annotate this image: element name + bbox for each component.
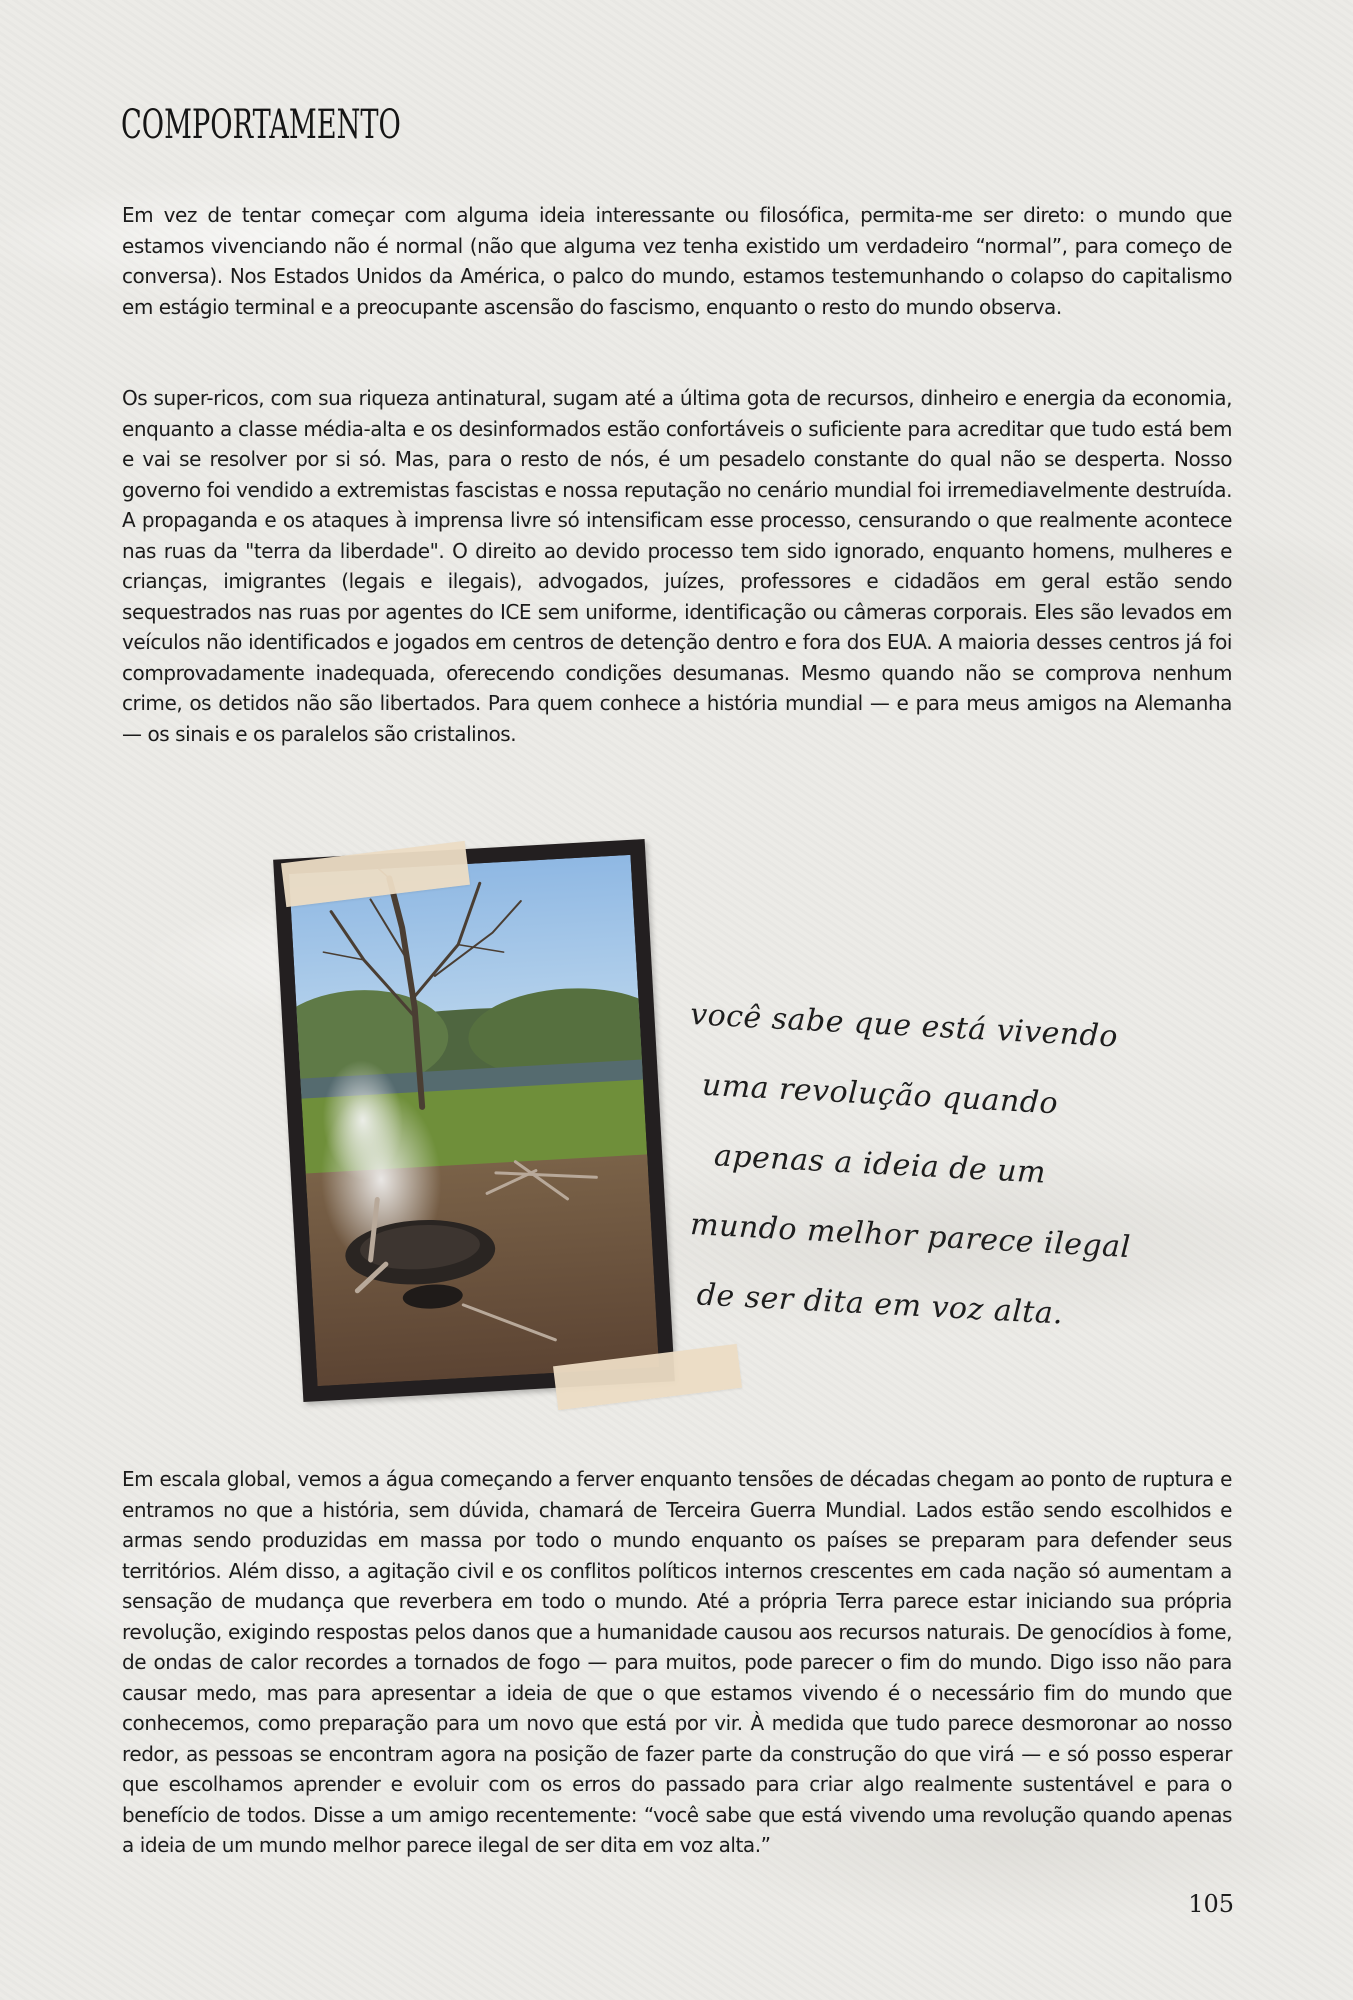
body-paragraph-2: Os super-ricos, com sua riqueza antinatural, sugam até a última gota de recursos, dinheiro e energia da economia, enquanto a classe média-alta e os desinformados estão confortáveis o suficiente para acreditar que tudo está bem e vai se resolver por si só. Mas, para o resto de nós, é um pesadelo constante do qual não se desperta. Nosso governo foi vendido a extremistas fascistas e nossa reputação no cenário mundial foi irremediavelmente destruída. A propaganda e os ataques à imprensa livre só intensificam esse processo, censurando o que realmente acontece nas ruas da "terra da liberdade". O direito ao devido processo tem sido ignorado, enquanto homens, mulheres e crianças, imigrantes (legais e ilegais), advogados, juízes, professores e cidadãos em geral estão sendo sequestrados nas ruas por agentes do ICE sem uniforme, identificação ou câmeras corporais. Eles são levados em veículos não identificados e jogados em centros de detenção dentro e fora dos EUA. A maioria desses centros já foi comprovadamente inadequada, oferecendo condições desumanas. Mesmo quando não se comprova nenhum crime, os detidos não são libertados. Para quem conhece a história mundial — e para meus amigos na Alemanha — os sinais e os paralelos são cristalinos. bbox=[122, 386, 1232, 746]
page-title: COMPORTAMENTO bbox=[121, 102, 401, 148]
page-number: 105 bbox=[1188, 1890, 1234, 1918]
handwritten-quote bbox=[689, 990, 1132, 1340]
quote-line: mundo melhor parece ilegal bbox=[689, 1207, 1132, 1266]
body-paragraph-1: Em vez de tentar começar com alguma ideia interessante ou filosófica, permita-me ser direto: o mundo que estamos vivenciando não é normal (não que alguma vez tenha existido um verdadeiro “normal”, para começo de conversa). Nos Estados Unidos da América, o palco do mundo, estamos testemunhando o colapso do capitalismo em estágio terminal e a preocupante ascensão do fascismo, enquanto o resto do mundo observa. bbox=[122, 203, 1232, 319]
quote-line: apenas a ideia de um bbox=[713, 1138, 1047, 1191]
photo-frame bbox=[273, 839, 675, 1402]
body-paragraph-3: Em escala global, vemos a água começando a ferver enquanto tensões de décadas chegam ao ponto de ruptura e entramos no que a história, sem dúvida, chamará de Terceira Guerra Mundial. Lados estão sendo escolhidos e armas sendo produzidas em massa por todo o mundo enquanto os países se preparam para defender seus territórios. Além disso, a agitação civil e os conflitos políticos internos crescentes em cada nação só aumentam a sensação de mudança que reverbera em todo o mundo. Até a própria Terra parece estar iniciando sua própria revolução, exigindo respostas pelos danos que a humanidade causou aos recursos naturais. De genocídios à fome, de ondas de calor recordes a tornados de fogo — para muitos, pode parecer o fim do mundo. Digo isso não para causar medo, mas para apresentar a ideia de que o que estamos vivendo é o necessário fim do mundo que conhecemos, como preparação para um novo que está por vir. À medida que tudo parece desmoronar ao nosso redor, as pessoas se encontram agora na posição de fazer parte da construção do que virá — e só posso esperar que escolhamos aprender e evoluir com os erros do passado para criar algo realmente sustentável e para o benefício de todos. Disse a um amigo recentemente: “você sabe que está vivendo uma revolução quando apenas a ideia de um mundo melhor parece ilegal de ser dita em voz alta.” bbox=[122, 1467, 1232, 1857]
campfire-photo bbox=[289, 855, 659, 1386]
quote-line: você sabe que está vivendo bbox=[689, 997, 1119, 1055]
quote-line: de ser dita em voz alta. bbox=[695, 1277, 1065, 1332]
quote-line: uma revolução quando bbox=[701, 1067, 1059, 1122]
